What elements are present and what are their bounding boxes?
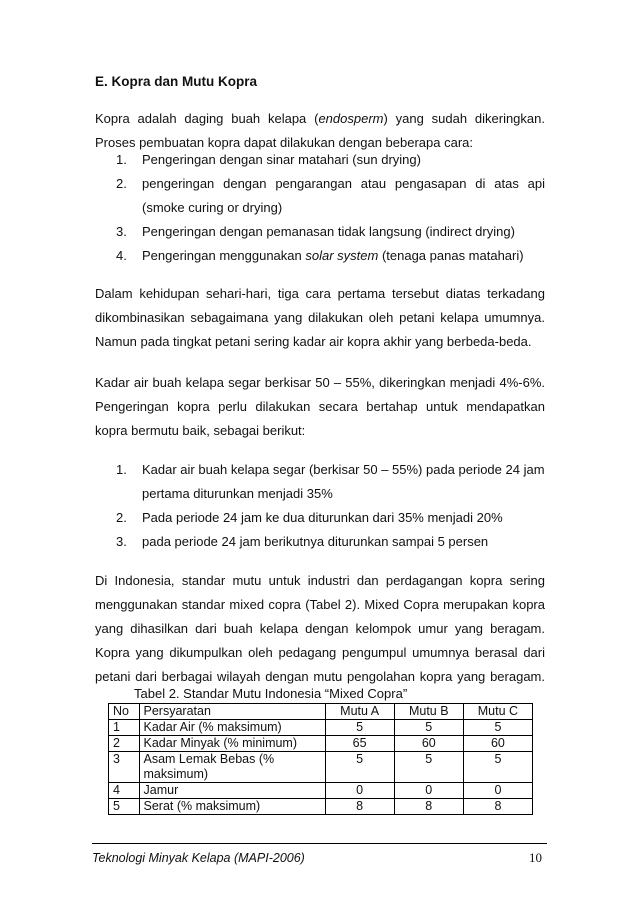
drying-stages-list <box>95 458 545 554</box>
list-item-continuation: (smoke curing or drying) <box>142 200 283 215</box>
table-row: 5 Serat (% maksimum) 8 8 8 <box>109 799 533 815</box>
paragraph-standard: Di Indonesia, standar mutu untuk industri dan perdagangan kopra sering menggunakan standar mixed copra (Tabel 2). Mixed Copra merupakan kopra yang dihasilkan dari buah kelapa dengan kelompok umur yang beragam. Kopra yang dikumpulkan oleh pedagang pengumpul umumnya berasal dari petani dari berbagai wilayah dengan mutu pengolahan kopra yang beragam. <box>95 573 545 684</box>
header-no: No <box>109 704 140 720</box>
list-item: 3. Pengeringan dengan pemanasan tidak langsung (indirect drying) <box>116 224 515 239</box>
list-item: 2. pengeringan dengan pengarangan atau pengasapan di atas api <box>116 176 545 191</box>
footer-title: Teknologi Minyak Kelapa (MAPI-2006) <box>92 851 305 865</box>
paragraph-line: Proses pembuatan kopra dapat dilakukan dengan beberapa cara: <box>95 135 473 150</box>
drying-methods-list <box>95 148 545 268</box>
paragraph-line: Kopra adalah daging buah kelapa (endosperm) yang sudah dikeringkan. <box>95 111 545 126</box>
page-number: 10 <box>529 850 542 865</box>
table-caption: Tabel 2. Standar Mutu Indonesia “Mixed Copra” <box>134 686 408 701</box>
list-item: 1. Pengeringan dengan sinar matahari (sun drying) <box>116 152 421 167</box>
header-grade-c: Mutu C <box>463 704 532 720</box>
header-grade-a: Mutu A <box>325 704 394 720</box>
header-grade-b: Mutu B <box>394 704 463 720</box>
quality-standard-table <box>108 703 533 815</box>
section-heading: E. Kopra dan Mutu Kopra <box>95 74 257 89</box>
list-item: 3. pada periode 24 jam berikutnya diturunkan sampai 5 persen <box>116 534 489 549</box>
table-row: 3 Asam Lemak Bebas (% maksimum) 5 5 5 <box>109 752 533 783</box>
footer-divider <box>92 843 547 844</box>
table-row: 1 Kadar Air (% maksimum) 5 5 5 <box>109 720 533 736</box>
table-row: 4 Jamur 0 0 0 <box>109 783 533 799</box>
paragraph-combination: Dalam kehidupan sehari-hari, tiga cara pertama tersebut diatas terkadang dikombinasikan sebagaimana yang dilakukan oleh petani kelapa umumnya. Namun pada tingkat petani sering kadar air kopra akhir yang berbeda-beda. <box>95 286 545 349</box>
paragraph-moisture: Kadar air buah kelapa segar berkisar 50 – 55%, dikeringkan menjadi 4%-6%. Pengeringan kopra perlu dilakukan secara bertahap untuk mendapatkan kopra bermutu baik, sebagai berikut: <box>95 375 545 438</box>
list-item: 1. Kadar air buah kelapa segar (berkisar 50 – 55%) pada periode 24 jam <box>116 462 545 477</box>
table-header-row <box>109 704 533 720</box>
list-item: 2. Pada periode 24 jam ke dua diturunkan dari 35% menjadi 20% <box>116 510 503 525</box>
header-requirement: Persyaratan <box>139 704 325 720</box>
table-row: 2 Kadar Minyak (% minimum) 65 60 60 <box>109 736 533 752</box>
list-item: 4. Pengeringan menggunakan solar system (tenaga panas matahari) <box>116 248 524 263</box>
list-item-continuation: pertama diturunkan menjadi 35% <box>142 486 333 501</box>
